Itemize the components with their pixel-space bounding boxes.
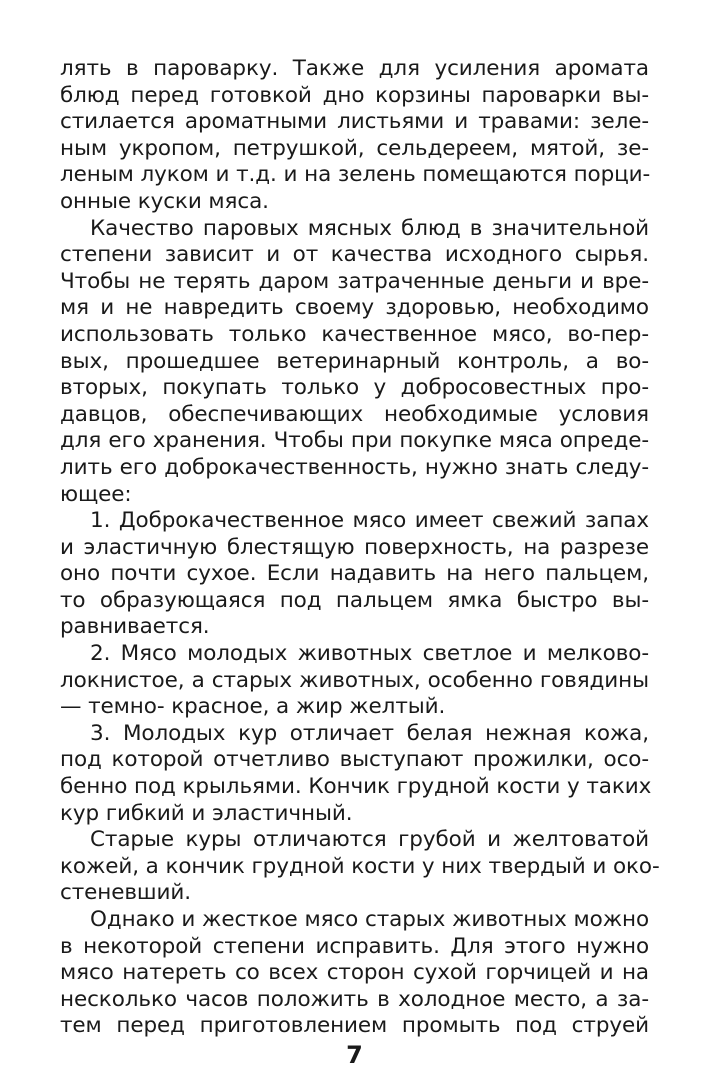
text-line: мя и не навредить своему здоровью, необходимо	[60, 295, 649, 321]
text-line: Однако и жесткое мясо старых животных можно	[90, 907, 649, 932]
text-line: оно почти сухое. Если надавить на него пальцем,	[60, 561, 649, 587]
text-line: в некоторой степени исправить. Для этого нужно	[60, 933, 649, 959]
text-line: степени зависит и от качества исходного сырья.	[60, 242, 649, 268]
text-line: локнистое, а старых животных, особенно говядины	[60, 667, 649, 693]
text-line: Старые куры отличаются грубой и желтоватой	[90, 827, 649, 853]
page-body-text	[60, 56, 660, 1040]
text-line: Чтобы не терять даром затраченные деньги и вре-	[60, 268, 649, 294]
text-line: 3. Молодых кур отличает белая нежная кожа,	[90, 720, 649, 746]
text-line: онные куски мяса.	[60, 188, 269, 214]
text-line: несколько часов положить в холодное место, а за-	[60, 986, 649, 1012]
text-line: бенно под крыльями. Кончик грудной кости у таких	[60, 774, 652, 800]
text-line: для его хранения. Чтобы при покупке мяса опреде-	[60, 428, 649, 454]
text-line: Качество паровых мясных блюд в значительной	[90, 215, 649, 241]
text-line: блюд перед готовкой дно корзины пароварки вы-	[60, 82, 649, 108]
text-line: 2. Мясо молодых животных светлое и мелково-	[90, 641, 649, 667]
text-line: стеневший.	[60, 880, 191, 906]
text-line: мясо натереть со всех сторон сухой горчицей и на	[60, 960, 649, 986]
text-line: использовать только качественное мясо, во-пер-	[60, 321, 649, 347]
text-line: то образующаяся под пальцем ямка быстро вы-	[60, 587, 649, 613]
text-line: вторых, покупать только у добросовестных про-	[60, 375, 649, 401]
text-line: вых, прошедшее ветеринарный контроль, а во-	[60, 348, 649, 374]
text-line: 1. Доброкачественное мясо имеет свежий запах	[90, 508, 649, 534]
text-line: леным луком и т.д. и на зелень помещаются порци-	[60, 162, 651, 188]
text-line: кожей, а кончик грудной кости у них твердый и око-	[60, 853, 660, 879]
page-number: 7	[346, 1041, 363, 1069]
text-line: тем перед приготовлением промыть под струей	[60, 1013, 649, 1039]
text-line: — темно- красное, а жир желтый.	[60, 694, 446, 720]
text-line: ющее:	[60, 481, 132, 507]
text-line: и эластичную блестящую поверхность, на разрезе	[60, 534, 649, 560]
text-line: лять в пароварку. Также для усиления аромата	[60, 56, 649, 81]
text-line: под которой отчетливо выступают прожилки, осо-	[60, 747, 649, 773]
text-line: кур гибкий и эластичный.	[60, 800, 353, 826]
text-line: давцов, обеспечивающих необходимые условия	[60, 401, 649, 427]
text-line: стилается ароматными листьями и травами: зеле-	[60, 109, 649, 135]
text-line: ным укропом, петрушкой, сельдереем, мятой, зе-	[60, 135, 649, 161]
text-line: равнивается.	[60, 614, 210, 640]
text-line: лить его доброкачественность, нужно знать следу-	[60, 454, 649, 480]
